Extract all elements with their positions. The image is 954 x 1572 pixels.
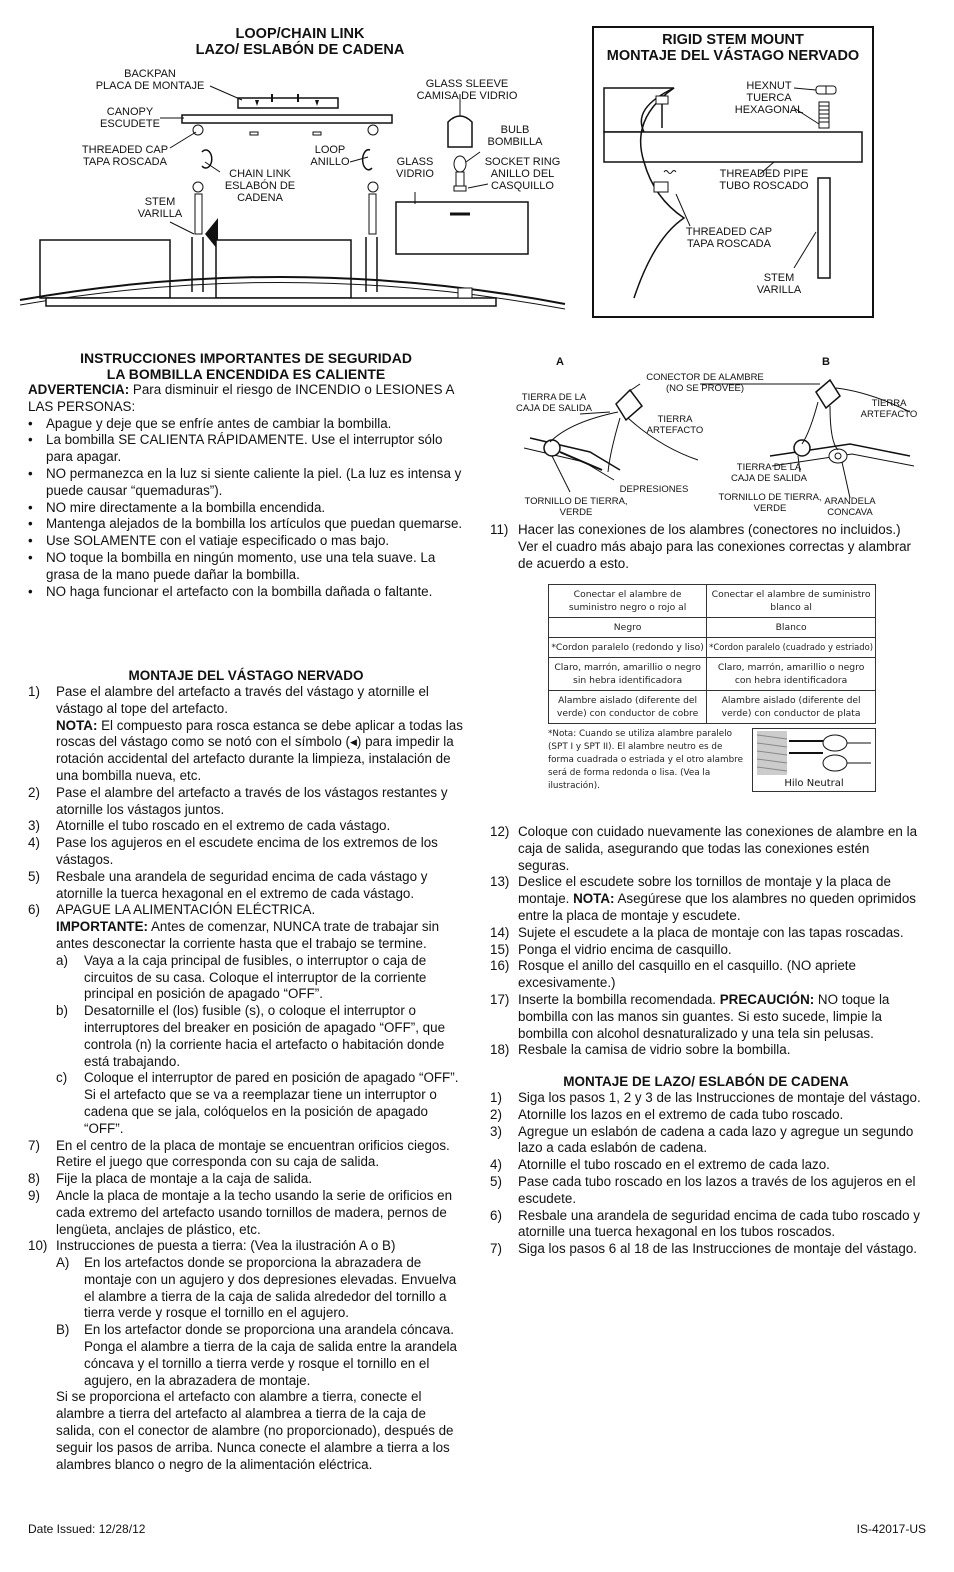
safety-title-2: LA BOMBILLA ENCENDIDA ES CALIENTE: [106, 366, 386, 382]
table-cell: Alambre aislado (diferente del verde) con conductor de plata: [707, 691, 876, 724]
step-8: [28, 1171, 464, 1188]
bullet: •: [28, 415, 33, 431]
step-num: 14): [490, 924, 510, 940]
neutral-wire-icon: [753, 729, 875, 779]
step-num: 1): [490, 1090, 502, 1105]
safety-section: [28, 350, 464, 600]
step-num: 13): [490, 874, 510, 890]
step-num: 7): [28, 1137, 40, 1153]
step-num: 4): [28, 835, 40, 851]
table-row: [549, 618, 876, 638]
grounding-note: Si se proporciona el artefacto con alambre a tierra, conecte el alambre a tierra del artefacto al alambrea a tierra de la caja de salida, con el conector de alambre (no proporcionado), después de seguir los pasos de arriba. Nunca conecte el alambre a tierra a los alambres blanco o negro de la alimentación eléctrica.: [56, 1389, 454, 1472]
loop-step-4: [490, 1157, 922, 1174]
step-text: Rosque el anillo del casquillo en el casquillo. (NO apriete excesivamente.): [518, 958, 856, 991]
step-text: Hacer las conexiones de los alambres (conectores no incluidos.) Ver el cuadro más abajo para las conexiones correctas y alambrar de acuerdo a esto.: [518, 522, 911, 571]
bullet-text: NO haga funcionar el artefacto con la bombilla dañada o faltante.: [46, 583, 433, 599]
loop-title-en: LOOP/CHAIN LINK: [235, 26, 365, 42]
step-text: [518, 874, 922, 924]
step-num: 15): [490, 941, 510, 957]
step-num: 2): [490, 1106, 502, 1122]
stem-title-en: RIGID STEM MOUNT: [662, 32, 804, 48]
step-text: [56, 902, 464, 952]
wire-connector-label: CONECTOR DE ALAMBRE (NO SE PROVEE): [646, 372, 764, 394]
loop-step-5: [490, 1174, 922, 1208]
connections-section: [490, 522, 922, 572]
table-row: [549, 658, 876, 691]
step-text: Pase cada tubo roscado en los lazos a través de los agujeros en el escudete.: [518, 1173, 916, 1206]
step-num: A): [56, 1255, 70, 1271]
step-text: Desatornille el (los) fusible (s), o coloque el interruptor o interruptores del breaker en posición de apagado “OFF”, que controla (n) la corriente hacia el artefacto o habitación donde está trabajando.: [84, 1003, 446, 1069]
step-num: 6): [28, 902, 40, 918]
step-num: 16): [490, 958, 510, 974]
list-item: [28, 416, 464, 433]
step-text: Siga los pasos 6 al 18 de las Instrucciones de montaje del vástago.: [518, 1241, 917, 1257]
bullet: •: [28, 465, 33, 481]
stem-title-es: MONTAJE DEL VÁSTAGO NERVADO: [606, 48, 860, 64]
canopy-label: CANOPY ESCUDETE: [100, 106, 160, 130]
loop-chain-diagram: [10, 22, 570, 322]
loop-label: LOOP ANILLO: [310, 144, 350, 168]
list-item: [28, 432, 464, 466]
step-num: 17): [490, 991, 510, 1007]
step-text: Siga los pasos 1, 2 y 3 de las Instrucciones de montaje del vástago.: [518, 1090, 921, 1105]
list-item: [28, 550, 464, 584]
table-cell: Conectar el alambre de suministro blanco al: [707, 585, 876, 618]
step-13-text: Deslice el escudete sobre los tornillos de montaje y la placa de montaje.: [518, 874, 891, 907]
list-item: [28, 584, 464, 601]
important-label: IMPORTANTE:: [56, 919, 148, 935]
step-num: 10): [28, 1238, 48, 1254]
step-text: Sujete el escudete a la placa de montaje con las tapas roscadas.: [518, 924, 904, 940]
step-text: Fije la placa de montaje a la caja de salida.: [56, 1171, 313, 1187]
step-5: [28, 869, 464, 903]
bulb-label: BULB BOMBILLA: [487, 124, 543, 148]
step-13-note: Asegúrese que los alambres no queden oprimidos entre la placa de montaje y escudete.: [518, 891, 916, 923]
important-text: Antes de comenzar, NUNCA trate de trabajar sin antes desconectar la corriente hasta que el trabajo se termine.: [56, 919, 440, 951]
ground-screw-b-label: TORNILLO DE TIERRA, VERDE: [718, 492, 822, 514]
bullet: •: [28, 533, 33, 549]
bullet: •: [28, 516, 33, 532]
step-num: B): [56, 1322, 70, 1338]
safety-title: [28, 350, 464, 382]
backpan-label: BACKPAN PLACA DE MONTAJE: [95, 68, 205, 92]
step-1: [28, 684, 464, 785]
caution-label: PRECAUCIÓN:: [719, 991, 815, 1007]
step-text: [518, 992, 922, 1042]
step-text: Atornille el tubo roscado en el extremo de cada vástago.: [56, 818, 391, 834]
step-num: 11): [490, 522, 509, 537]
loop-step-6: [490, 1208, 922, 1242]
stem-mount-title: MONTAJE DEL VÁSTAGO NERVADO: [128, 668, 364, 683]
glass-label: GLASS VIDRIO: [396, 156, 434, 180]
hexnut-label: HEXNUT TUERCA HEXAGONAL: [734, 80, 804, 116]
step-num: 8): [28, 1171, 40, 1187]
note-text-end: ) para impedir la rotación accidental del artefacto durante la limpieza, instalación de una bombilla nueva, etc.: [56, 734, 454, 783]
step-num: 9): [28, 1187, 40, 1203]
step-2: [28, 785, 464, 819]
table-cell: *Cordon paralelo (redondo y liso): [549, 638, 707, 658]
date-issued: Date Issued: 12/28/12: [28, 1522, 146, 1536]
stem-varilla-label: STEM VARILLA: [756, 272, 802, 296]
step-10B: [28, 1322, 464, 1389]
step-6b: [28, 1003, 464, 1070]
safety-title-1: INSTRUCCIONES IMPORTANTES DE SEGURIDAD: [80, 350, 412, 366]
step-text: Coloque con cuidado nuevamente las conexiones de alambre en la caja de salida, asegurando que todas las conexiones estén seguras.: [518, 824, 918, 873]
fixture-ground-b-label: TIERRA ARTEFACTO: [860, 398, 918, 420]
stem-threaded-cap-label: THREADED CAP TAPA ROSCADA: [685, 226, 773, 250]
loop-step-7: [490, 1241, 922, 1258]
bullet-text: Apague y deje que se enfríe antes de cambiar la bombilla.: [46, 415, 392, 431]
step-text: Atornille el tubo roscado en el extremo de cada lazo.: [518, 1157, 830, 1173]
step-text: [56, 684, 464, 785]
step-text: Agregue un eslabón de cadena a cada lazo y agregue un segundo lazo a cada eslabón de cadena.: [518, 1123, 914, 1156]
step-text: Pase los agujeros en el escudete encima de los extremos de los vástagos.: [56, 835, 438, 867]
step-text: Coloque el interruptor de pared en posición de apagado “OFF”. Si el artefacto que se va a reemplazar tiene un interruptor o cadena que se jala, colóquelos en la posición de apagado “OFF”.: [84, 1070, 459, 1136]
note-label: NOTA:: [573, 891, 615, 907]
step-num: b): [56, 1003, 68, 1019]
loop-step-3: [490, 1124, 922, 1158]
bullet: •: [28, 499, 33, 515]
outlet-ground-a-label: TIERRA DE LA CAJA DE SALIDA: [515, 392, 593, 414]
note-text: El compuesto para rosca estanca se debe aplicar a todas las roscas del vástago como se notó con el símbolo (: [56, 717, 463, 750]
step-num: 1): [28, 684, 40, 699]
chain-link-label: CHAIN LINK ESLABÓN DE CADENA: [224, 168, 296, 204]
bullet-text: La bombilla SE CALIENTA RÁPIDAMENTE. Use el interruptor sólo para apagar.: [46, 432, 443, 465]
step-6-text: APAGUE LA ALIMENTACIÓN ELÉCTRICA.: [56, 902, 316, 918]
bullet: •: [28, 583, 33, 599]
list-item: [28, 500, 464, 517]
step-10: [28, 1238, 464, 1255]
step-16: [490, 958, 922, 992]
step-text: Vaya a la caja principal de fusibles, o interruptor o caja de circuitos de su casa. Coloque el interruptor de la corriente principal en posición de apagado “OFF”.: [84, 952, 427, 1002]
document-code: IS-42017-US: [856, 1522, 926, 1536]
note-label: NOTA:: [56, 717, 98, 733]
step-num: 6): [490, 1207, 502, 1223]
bullet-text: Use SOLAMENTE con el vatiaje especificado o mas bajo.: [46, 533, 390, 549]
step-text: Ponga el vidrio encima de casquillo.: [518, 941, 732, 957]
step-1-text: Pase el alambre del artefacto a través del vástago y atornille el vástago al tope del artefacto.: [56, 684, 429, 716]
step-text: En los artefactos donde se proporciona la abrazadera de montaje con un agujero y dos depresiones elevadas. Envuelva el alambre a tierra de la caja de salida alrededor del tornillo a tierra verde y rosque el tornillo en el agujero.: [84, 1255, 457, 1321]
table-cell: Conectar el alambre de suministro negro o rojo al: [549, 585, 707, 618]
table-cell: Blanco: [707, 618, 876, 638]
depressions-label: DEPRESIONES: [619, 484, 689, 495]
step-text: Instrucciones de puesta a tierra: (Vea la ilustración A o B): [56, 1238, 396, 1254]
table-note-row: [548, 728, 876, 793]
loop-step-1: [490, 1090, 922, 1107]
step-num: 2): [28, 784, 40, 800]
glass-sleeve-label: GLASS SLEEVE CAMISA DE VIDRIO: [416, 78, 518, 102]
step-17-caution: NO toque la bombilla con las manos sin guantes. Si esto sucede, limpie la bombilla con alcohol desnaturalizado y una tela sin pelusas.: [518, 991, 890, 1041]
step-text: En los artefactor donde se proporciona una arandela cóncava. Ponga el alambre a tierra de la caja de salida entre la arandela cóncava y el tornillo a tierra verde y rosque el tornillo en el agujero, en la abrazadera de montaje.: [84, 1322, 457, 1388]
loop-mount-section: [490, 1074, 922, 1258]
step-10A: [28, 1255, 464, 1322]
step-11: [490, 522, 922, 572]
washer-label: ARANDELA CONCAVA: [824, 496, 876, 518]
rigid-stem-diagram: [592, 26, 874, 318]
bullet: •: [28, 549, 33, 565]
table-cell: Claro, marrón, amarillio o negro con hebra identificadora: [707, 658, 876, 691]
loop-mount-title: MONTAJE DE LAZO/ ESLABÓN DE CADENA: [563, 1074, 849, 1089]
step-num: 3): [490, 1123, 502, 1139]
step-6c: [28, 1070, 464, 1137]
bullet-text: NO permanezca en la luz si siente caliente la piel. (La luz es intensa y puede causar “quemaduras”).: [46, 465, 462, 498]
table-cell: Claro, marrón, amarillio o negro sin hebra identificadora: [549, 658, 707, 691]
outlet-ground-b-label: TIERRA DE LA CAJA DE SALIDA: [730, 462, 808, 484]
table-cell: Negro: [549, 618, 707, 638]
grounding-diagram: [510, 352, 930, 520]
step-12: [490, 824, 922, 874]
step-15: [490, 942, 922, 959]
stem-mount-section: [28, 668, 464, 1473]
step-text: Resbale una arandela de seguridad encima de cada tubo roscado y atornille una tuerca hexagonal en los tubos roscados.: [518, 1207, 920, 1240]
step-num: a): [56, 952, 68, 968]
step-num: 5): [490, 1173, 502, 1189]
step-text: Atornille los lazos en el extremo de cada tubo roscado.: [518, 1106, 844, 1122]
table-row: [549, 585, 876, 618]
step-18: [490, 1042, 922, 1059]
table-row: [549, 691, 876, 724]
step-13: [490, 874, 922, 924]
step-num: 7): [490, 1241, 502, 1257]
list-item: [28, 516, 464, 533]
threaded-pipe-label: THREADED PIPE TUBO ROSCADO: [719, 168, 809, 192]
step-num: 3): [28, 818, 40, 834]
step-9: [28, 1188, 464, 1238]
step-num: 18): [490, 1042, 510, 1058]
final-steps-section: [490, 824, 922, 1059]
step-17: [490, 992, 922, 1042]
step-text: Pase el alambre del artefacto a través de los vástagos restantes y atornille los vástagos juntos.: [56, 784, 448, 817]
step-text: Resbale una arandela de seguridad encima de cada vástago y atornille la tuerca hexagonal en el extremo de cada vástago.: [56, 868, 428, 901]
step-14: [490, 925, 922, 942]
step-4: [28, 835, 464, 869]
step-17-text: Inserte la bombilla recomendada.: [518, 991, 720, 1007]
step-text: Ancle la placa de montaje a la techo usando la serie de orificios en cada extremo del artefacto usando tornillos de madera, pernos de lengüeta, anclajes de plástico, etc.: [56, 1187, 453, 1237]
table-cell: Alambre aislado (diferente del verde) con conductor de cobre: [549, 691, 707, 724]
table-cell: *Cordon paralelo (cuadrado y estriado): [707, 638, 876, 658]
diagram-a-label: A: [556, 356, 564, 368]
bullet-text: NO mire directamente a la bombilla encendida.: [46, 499, 326, 515]
ground-screw-a-label: TORNILLO DE TIERRA, VERDE: [524, 496, 628, 518]
step-num: 12): [490, 824, 510, 839]
wire-connection-table: [548, 584, 876, 724]
bullet: •: [28, 432, 33, 448]
bullet-text: NO toque la bombilla en ningún momento, use una tela suave. La grasa de la mano puede dañar la bombilla.: [46, 549, 436, 582]
table-row: [549, 638, 876, 658]
step-7: [28, 1138, 464, 1172]
step-num: 5): [28, 868, 40, 884]
fixture-ground-a-label: TIERRA ARTEFACTO: [646, 414, 704, 436]
step-3: [28, 818, 464, 835]
list-item: [28, 466, 464, 500]
bullet-text: Mantenga alejados de la bombilla los artículos que puedan quemarse.: [46, 516, 463, 532]
neutral-wire-illustration: [752, 728, 876, 792]
threaded-cap-label: THREADED CAP TAPA ROSCADA: [81, 144, 169, 168]
step-6: [28, 902, 464, 952]
neutral-wire-label: Hilo Neutral: [784, 778, 844, 789]
list-item: [28, 533, 464, 550]
step-num: 4): [490, 1157, 502, 1173]
wire-table-block: [548, 584, 876, 793]
thread-sealant-icon: ◀: [350, 737, 357, 748]
warning-label: ADVERTENCIA:: [28, 382, 130, 397]
step-6a: [28, 953, 464, 1003]
socket-ring-label: SOCKET RING ANILLO DEL CASQUILLO: [484, 156, 561, 192]
loop-title-es: LAZO/ ESLABÓN DE CADENA: [195, 42, 405, 58]
diagram-b-label: B: [822, 356, 830, 368]
loop-step-2: [490, 1107, 922, 1124]
parallel-wire-note: *Nota: Cuando se utiliza alambre paralelo (SPT I y SPT II). El alambre neutro es de forma cuadrada o estriada y el otro alambre será de forma redonda o lisa. (Vea la ilustración).: [548, 729, 744, 791]
step-num: c): [56, 1070, 68, 1086]
stem-label: STEM VARILLA: [137, 196, 183, 220]
safety-bullets: [28, 416, 464, 601]
warning-text: Para disminuir el riesgo de INCENDIO o LESIONES A LAS PERSONAS:: [28, 382, 454, 414]
safety-warning: [28, 382, 464, 416]
step-text: En el centro de la placa de montaje se encuentran orificios ciegos. Retire el juego que corresponda con su caja de salida.: [56, 1137, 450, 1170]
step-text: Resbale la camisa de vidrio sobre la bombilla.: [518, 1042, 791, 1058]
